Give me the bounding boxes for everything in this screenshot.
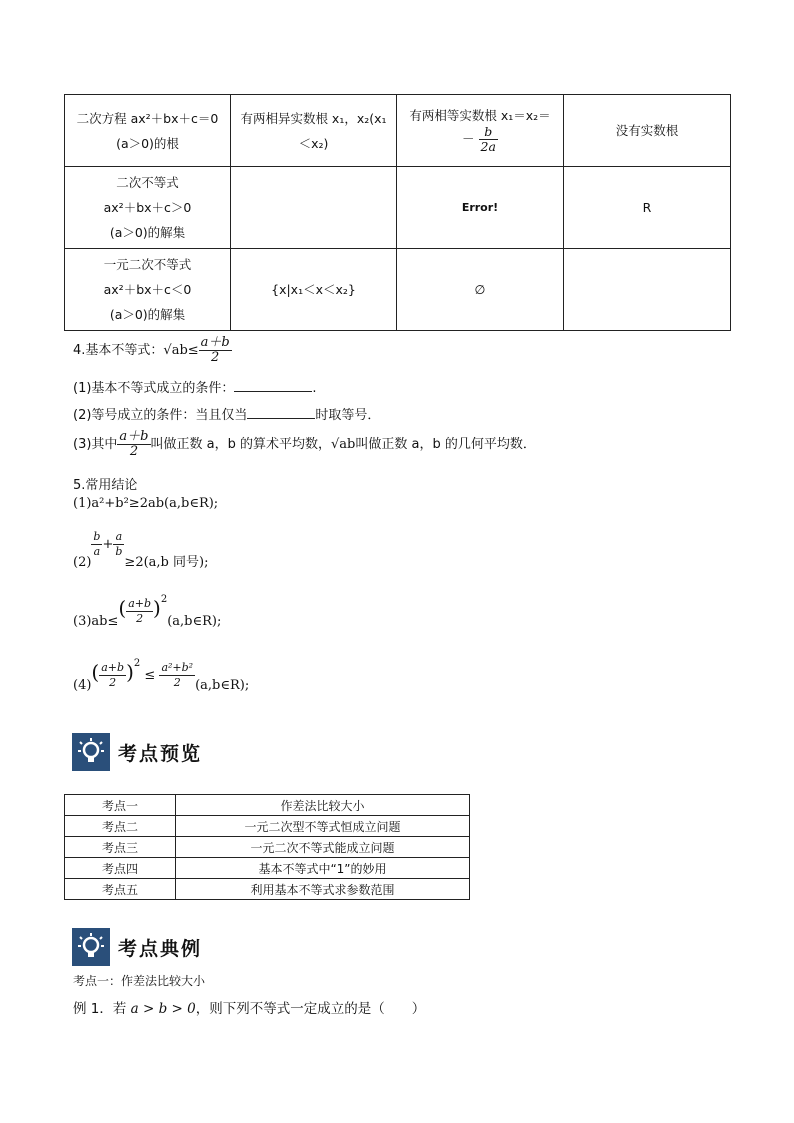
- table-cell: 没有实数根: [564, 95, 731, 167]
- section-header-preview: [72, 733, 202, 771]
- topic-number: 考点一: [65, 795, 176, 816]
- table-cell: [564, 249, 731, 331]
- table-cell: [231, 167, 397, 249]
- table-row: [65, 167, 731, 249]
- conclusion-1: (1)a²+b²≥2ab(a,b∈R);: [73, 496, 219, 511]
- section-header-examples: [72, 928, 202, 966]
- topic-name: 一元二次不等式能成立问题: [176, 837, 470, 858]
- table-row: [65, 816, 470, 837]
- topic-number: 考点五: [65, 879, 176, 900]
- topic-preview-table: [64, 794, 470, 900]
- table-cell: {x|x₁＜x＜x₂}: [231, 249, 397, 331]
- fraction: $\frac{b}{2a}$: [480, 124, 496, 154]
- example-1-question: 例 1．若 a > b > 0，则下列不等式一定成立的是（ ）: [73, 1001, 426, 1017]
- table-cell: 有两相异实数根 x₁，x₂(x₁ ＜x₂): [231, 95, 397, 167]
- table-row: [65, 858, 470, 879]
- table-cell: 有两相等实数根 x₁＝x₂＝ － $\frac{b}{2a}$: [397, 95, 564, 167]
- lightbulb-icon: [72, 928, 110, 966]
- table-cell: ∅: [397, 249, 564, 331]
- topic-name: 利用基本不等式求参数范围: [176, 879, 470, 900]
- topic-name: 作差法比较大小: [176, 795, 470, 816]
- fill-blank[interactable]: [247, 406, 315, 419]
- lightbulb-icon: [72, 733, 110, 771]
- table-row: [65, 95, 731, 167]
- topic-number: 考点二: [65, 816, 176, 837]
- section-title: 考点典例: [118, 937, 203, 960]
- table-cell: Error!: [397, 167, 564, 249]
- topic-number: 考点三: [65, 837, 176, 858]
- section-title: 考点预览: [118, 742, 203, 765]
- topic-number: 考点四: [65, 858, 176, 879]
- basic-inequality-title: 4.基本不等式：√ab≤ $\frac{a+b}{2}$: [73, 335, 230, 365]
- topic-name: 基本不等式中“1”的妙用: [176, 858, 470, 879]
- table-row: [65, 249, 731, 331]
- topic-name: 一元二次型不等式恒成立问题: [176, 816, 470, 837]
- condition-line-1: (1)基本不等式成立的条件： .: [73, 381, 317, 396]
- quadratic-comparison-table: [64, 94, 731, 331]
- table-cell: 二次方程 ax²＋bx＋c＝0 (a＞0)的根: [65, 95, 231, 167]
- condition-line-2: (2)等号成立的条件：当且仅当 时取等号．: [73, 408, 381, 423]
- table-row: [65, 795, 470, 816]
- table-cell: 一元二次不等式 ax²＋bx＋c＜0 (a＞0)的解集: [65, 249, 231, 331]
- example-subtitle: 考点一：作差法比较大小: [73, 974, 206, 988]
- table-cell: R: [564, 167, 731, 249]
- common-conclusions-title: 5.常用结论: [73, 478, 138, 493]
- table-cell: 二次不等式 ax²＋bx＋c＞0 (a＞0)的解集: [65, 167, 231, 249]
- fill-blank[interactable]: [234, 379, 312, 392]
- conclusion-2: (2) $\frac{b}{a}$ + $\frac{a}{b}$ ≥2(a,b 同号);: [73, 530, 209, 570]
- conclusion-3: (3)ab≤( $\frac{a+b}{2}$ )$^2$(a,b∈R);: [73, 593, 222, 629]
- conclusion-4: (4)( $\frac{a+b}{2}$ )$^2$ ≤ $\frac{\text{a²+b²}}{2}$ (a,b∈R);: [73, 657, 250, 693]
- table-row: [65, 879, 470, 900]
- table-row: [65, 837, 470, 858]
- mean-definition-line: (3)其中 $\frac{a+b}{2}$ 叫做正数 a，b 的算术平均数，√ab叫做正数 a，b 的几何平均数．: [73, 429, 536, 459]
